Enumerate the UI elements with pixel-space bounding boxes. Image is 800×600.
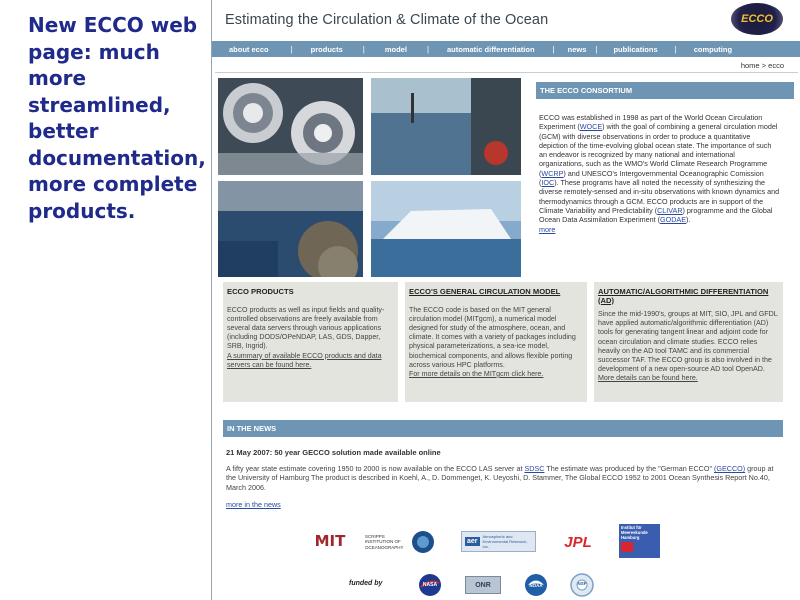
nav-separator: | [362,44,365,54]
nasa-logo[interactable] [417,573,443,597]
woce-link[interactable]: WOCE [579,122,603,132]
aer-mark: aer [467,538,478,545]
nsf-logo[interactable] [569,572,595,598]
divider [215,72,798,73]
scripps-logo[interactable] [365,528,435,556]
nav-model[interactable]: model [384,44,407,54]
nsf-label: NSF [577,581,587,586]
jpl-logo[interactable]: JPL [564,533,592,551]
site-title: Estimating the Circulation & Climate of the Ocean [225,12,549,28]
photo-cloud-vortex [218,78,363,175]
slide-note: New ECCO web page: much more streamlined, better documentation, more complete products. [28,13,206,223]
godae-link[interactable]: GODAE [660,215,687,225]
products-box [223,282,398,402]
nav-products[interactable]: products [310,44,343,54]
sdsc-link[interactable]: SDSC [524,464,545,473]
aer-logo[interactable] [461,531,536,552]
ad-title[interactable]: AUTOMATIC/ALGORITHMIC DIFFERENTIATION (AD) [598,287,769,305]
photo-ship-deck [371,78,521,175]
nav-separator: | [290,44,293,54]
consortium-text: ECCO was established in 1998 as part of the World Ocean Circulation Experiment (WOCE) with the goal of combining a general circulation model (GCM) with diverse observations in order to produce a quantitative depiction of the time-evolving global ocean state. The importance of such an endeavor is recognized by many national and international organizations, such as the WMO's World Climate Research Programme (WCRP) and UNESCO's Intergovernmental Oceanographic Comission (IOC). These programs have all noted the necessity of synthesizing the diverse remotely-sensed and in-situ observations with known dynamics and thermodynamics through a GCM. ECCO products are in support of the Climate Variability and Predictability (CLIVAR) programme and the Global Ocean Data Assimilation Experiment (GODAE). more [539,113,780,234]
photo-iceberg [371,181,521,277]
scripps-label: SCRIPPS INSTITUTION OF OCEANOGRAPHY [365,533,404,550]
hamburg-logo[interactable] [619,524,660,558]
photo-satellite-ocean [218,181,363,277]
ad-box [594,282,783,402]
gcm-box [405,282,587,402]
nav-news[interactable]: news [567,44,587,54]
wcrp-link[interactable]: WCRP [541,168,564,178]
news-heading: IN THE NEWS [223,420,783,437]
onr-logo[interactable] [465,576,501,594]
consortium-more-link[interactable]: more [539,224,556,234]
noaa-logo[interactable] [523,573,549,597]
breadcrumb[interactable]: home > ecco [740,61,784,70]
aer-label: Atmospheric and Environmental Research, Inc. [482,534,528,549]
nav-separator: | [595,44,598,54]
clivar-link[interactable]: CLIVAR [657,205,683,215]
main-nav [212,41,800,57]
gcm-text: The ECCO code is based on the MIT general circulation model (MITgcm), a numerical model designed for study of the atmosphere, ocean, and climate. It comes with a variety of packages including physical parameterizations, a sea-ice model, biochemical components, and allows flexible porting across various HPC platforms. [409,305,576,369]
news-text: A fifty year state estimate covering 1950 to 2000 is now available on the ECCO LAS server at SDSC The estimate was produced by the "German ECCO" (GECCO) group at the University of Hamburg The product is described in Koehl, A., D. Dommenget, K. Ueyoshi, D. Stammer, The Global ECCO 1952 to 2001 Ocean Synthesis Report No.40, March 2006. [226,464,774,492]
ad-text: Since the mid-1990's, groups at MIT, SIO, JPL and GFDL have applied automatic/algorithmic differentiation (AD) tools for generating tangent linear and adjoint code for ocean circulation and climate studies. ECCO relies heavily on the AD tool TAMC and its commercial successor TAF. The ECCO group is also involved in the development of a new open-source AD tool OpenAD. [598,310,778,374]
products-text: ECCO products as well as input fields and quality-controlled observations are freely available from several data servers through various applications (including DODS/OPeNDAP, LAS, GDS, Dapper, SRB, Ingrid). [227,305,385,351]
nav-computing[interactable]: computing [693,44,733,54]
nasa-label: NASA [422,582,438,588]
hamburg-label: Institut für Meereskunde Hamburg [621,525,648,540]
news-more-link[interactable]: more in the news [226,500,281,509]
gcm-title[interactable]: ECCO'S GENERAL CIRCULATION MODEL [409,287,561,296]
hamburg-emblem-icon [621,542,633,552]
nav-publications[interactable]: publications [613,44,658,54]
ad-link[interactable]: More details can be found here. [598,374,698,383]
nav-separator: | [552,44,555,54]
ioc-link[interactable]: IOC [541,178,555,188]
consortium-heading: THE ECCO CONSORTIUM [536,82,794,99]
gecco-link[interactable]: (GECCO) [714,464,746,473]
noaa-label: NOAA [529,583,543,588]
nav-separator: | [674,44,677,54]
site-header [212,0,800,40]
news-title: 21 May 2007: 50 year GECCO solution made available online [226,448,441,457]
products-link[interactable]: A summary of available ECCO products and data servers can be found here. [227,351,382,369]
funded-by-label: funded by [349,580,383,587]
nav-about[interactable]: about ecco [229,44,269,54]
mit-logo[interactable]: MIT [314,532,346,550]
ecco-logo[interactable] [731,3,783,35]
logo-text: ECCO [741,13,773,25]
scripps-globe-icon [411,530,435,554]
browser-page [211,0,800,600]
products-title: ECCO PRODUCTS [227,287,294,296]
gcm-link[interactable]: For more details on the MITgcm click here. [409,369,544,378]
nav-automatic-differentiation[interactable]: automatic differentiation [447,44,535,54]
onr-label: ONR [475,581,491,589]
nav-separator: | [426,44,430,54]
